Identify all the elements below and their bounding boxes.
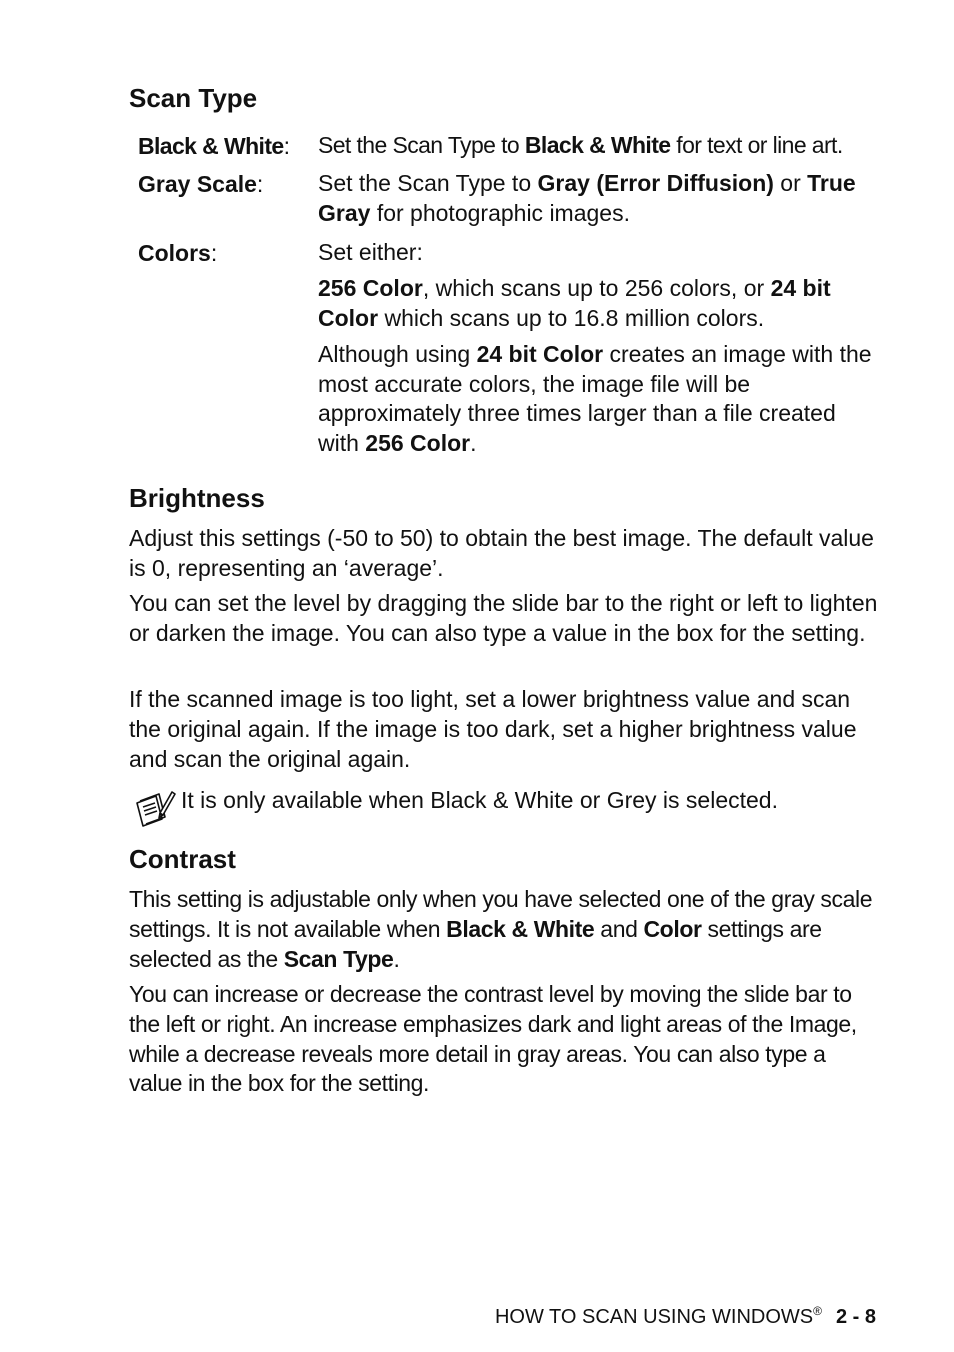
bw-term-label: Black & White xyxy=(138,133,284,159)
brightness-heading: Brightness xyxy=(129,483,265,513)
colors-options-text-1: , which scans up to 256 colors, or xyxy=(422,275,771,301)
contrast-paragraph-1 xyxy=(129,885,879,974)
scan-type-heading: Scan Type xyxy=(129,83,258,113)
brightness-paragraph-1: Adjust this settings (-50 to 50) to obtain the best image. The default value is 0, representing an ‘average’. xyxy=(129,525,874,581)
contrast-p1-text-1: This setting is adjustable only when you have selected one of the gray scale settings. It is not available when xyxy=(129,886,873,942)
bw-def-bold: Black & White xyxy=(524,132,671,158)
brightness-paragraph-2: You can set the level by dragging the slide bar to the right or left to lighten or darken the image. You can also type a value in the box for the setting. xyxy=(129,590,878,646)
gray-term-label: Gray Scale xyxy=(138,171,257,197)
gray-def-text: Set the Scan Type to xyxy=(318,170,538,196)
colors-256-bold: 256 Color xyxy=(318,275,423,301)
bw-term-colon: : xyxy=(283,133,290,159)
contrast-p1-bold-2: Color xyxy=(643,915,702,942)
bw-definition xyxy=(318,131,878,161)
colors-options-text-2: which scans up to 16.8 million colors. xyxy=(378,304,765,331)
contrast-p1-text-3: settings are selected as the xyxy=(129,915,822,972)
colors-term xyxy=(138,238,217,268)
gray-term xyxy=(138,169,263,199)
colors-note-bold-1: 24 bit Color xyxy=(476,341,604,367)
gray-term-colon: : xyxy=(256,171,264,197)
contrast-p1-bold-3: Scan Type xyxy=(283,945,394,972)
contrast-p1-text-2: and xyxy=(594,915,644,942)
note-text: It is only available when Black & White or Grey is selected. xyxy=(181,787,778,813)
footer-section-title: HOW TO SCAN USING WINDOWS xyxy=(494,1306,814,1328)
colors-note-bold-2: 256 Color xyxy=(365,429,471,456)
colors-def-intro: Set either: xyxy=(318,239,423,265)
bw-def-text-end: for text or line art. xyxy=(670,132,843,158)
colors-def-note xyxy=(318,340,878,458)
bw-def-text: Set the Scan Type to xyxy=(318,132,525,158)
brightness-paragraph-3: If the scanned image is too light, set a lower brightness value and scan the original again. If the image is too dark, set a higher brightness value and scan the original again. xyxy=(129,686,857,772)
gray-def-bold-2: True Gray xyxy=(318,170,856,226)
contrast-p1-text-4: . xyxy=(393,945,400,972)
colors-def-options xyxy=(318,274,878,333)
colors-note-text-2: creates an image with the most accurate colors, the image file will be approximately three times larger than a file created with xyxy=(318,341,872,456)
colors-term-colon: : xyxy=(210,240,218,266)
contrast-paragraph-2: You can increase or decrease the contrast level by moving the slide bar to the left or right. An increase emphasizes dark and light areas of the Image, while a decrease reveals more detail in gray areas. You can also type a value in the box for the setting. xyxy=(129,981,857,1097)
gray-definition xyxy=(318,169,878,228)
registered-mark: ® xyxy=(813,1304,822,1318)
contrast-heading: Contrast xyxy=(129,844,236,874)
page-number: 2 - 8 xyxy=(835,1306,876,1328)
contrast-p1-bold-1: Black & White xyxy=(446,915,595,942)
gray-def-bold-1: Gray (Error Diffusion) xyxy=(537,170,774,196)
colors-note-text-3: . xyxy=(470,429,477,456)
colors-note-text-1: Although using xyxy=(318,341,477,367)
colors-term-label: Colors xyxy=(138,240,211,266)
page-footer xyxy=(495,1298,876,1330)
colors-24bit-bold: 24 bit Color xyxy=(318,275,831,331)
gray-def-text-end: for photographic images. xyxy=(370,199,630,226)
bw-term xyxy=(138,131,289,161)
gray-def-or: or xyxy=(773,170,808,196)
note-pad-icon xyxy=(134,789,176,829)
